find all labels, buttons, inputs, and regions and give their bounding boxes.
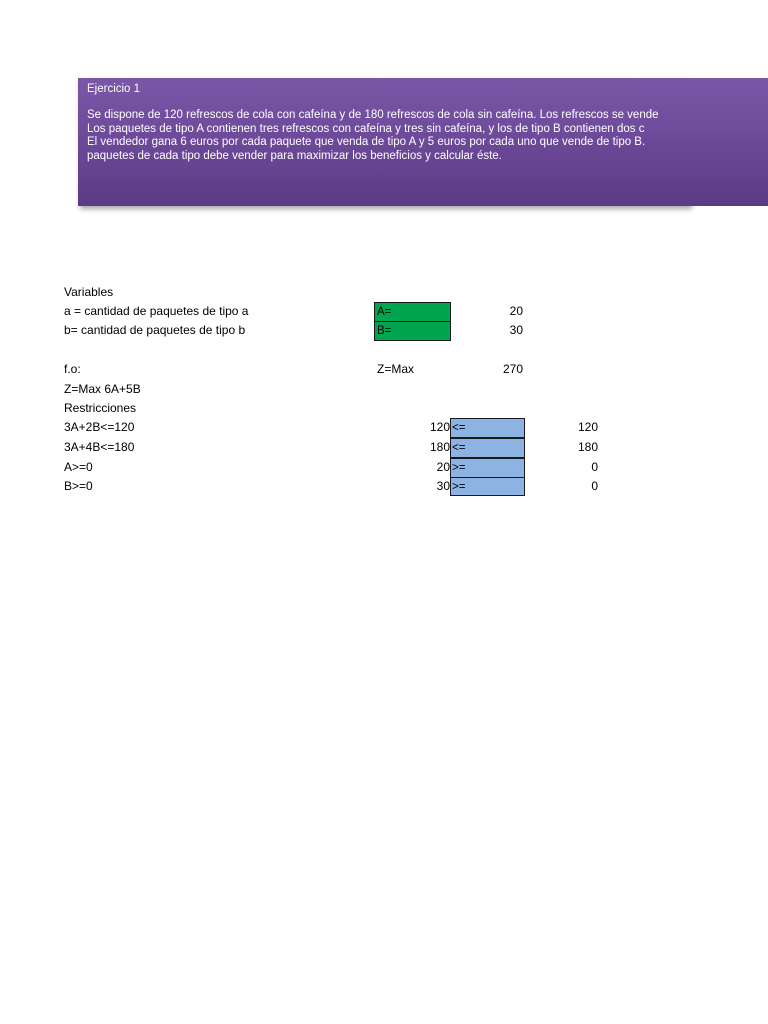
restriction-expression: B>=0 <box>64 479 93 493</box>
restriction-lhs[interactable]: 120 <box>429 420 450 434</box>
banner-extension <box>690 78 768 206</box>
restriction-operator[interactable]: >= <box>450 458 525 478</box>
variable-b-description: b= cantidad de paquetes de tipo b <box>64 323 246 337</box>
exercise-statement <box>87 109 659 163</box>
variable-a-cell[interactable]: A= <box>374 302 451 322</box>
restriction-lhs[interactable]: 20 <box>436 460 450 474</box>
restriction-operator[interactable]: >= <box>450 477 525 496</box>
statement-line: Se dispone de 120 refrescos de cola con cafeína y de 180 refrescos de cola sin cafeína. Los refrescos se vende <box>87 109 659 121</box>
restriction-rhs[interactable]: 0 <box>591 460 598 474</box>
statement-line: paquetes de cada tipo debe vender para maximizar los beneficios y calcular éste. <box>87 149 502 162</box>
variables-heading: Variables <box>64 285 114 299</box>
restriction-expression: 3A+2B<=120 <box>64 420 135 434</box>
restriction-rhs[interactable]: 180 <box>577 440 598 454</box>
restriction-rhs[interactable]: 0 <box>591 479 598 493</box>
objective-z-value[interactable]: 270 <box>502 362 523 376</box>
restriction-operator[interactable]: <= <box>450 438 525 458</box>
restriction-operator[interactable]: <= <box>450 418 525 438</box>
restriction-lhs[interactable]: 180 <box>429 440 450 454</box>
restriction-expression: 3A+4B<=180 <box>64 440 135 454</box>
restriction-lhs[interactable]: 30 <box>436 479 450 493</box>
variable-b-value[interactable]: 30 <box>509 323 523 337</box>
variable-a-description: a = cantidad de paquetes de tipo a <box>64 304 249 318</box>
variable-a-value[interactable]: 20 <box>509 304 523 318</box>
restrictions-heading: Restricciones <box>64 401 137 415</box>
objective-z-label: Z=Max <box>377 362 415 376</box>
exercise-banner <box>78 78 690 206</box>
exercise-title: Ejercicio 1 <box>87 83 141 95</box>
statement-line: El vendedor gana 6 euros por cada paquete que venda de tipo A y 5 euros por cada uno que vende de tipo B. <box>87 136 646 148</box>
restriction-expression: A>=0 <box>64 460 93 474</box>
restriction-rhs[interactable]: 120 <box>577 420 598 434</box>
statement-line: Los paquetes de tipo A contienen tres refrescos con cafeína y tres sin cafeína, y los de tipo B contienen dos c <box>87 122 645 135</box>
objective-formula: Z=Max 6A+5B <box>64 382 141 396</box>
objective-label: f.o: <box>64 362 81 376</box>
variable-b-cell[interactable]: B= <box>374 321 451 341</box>
